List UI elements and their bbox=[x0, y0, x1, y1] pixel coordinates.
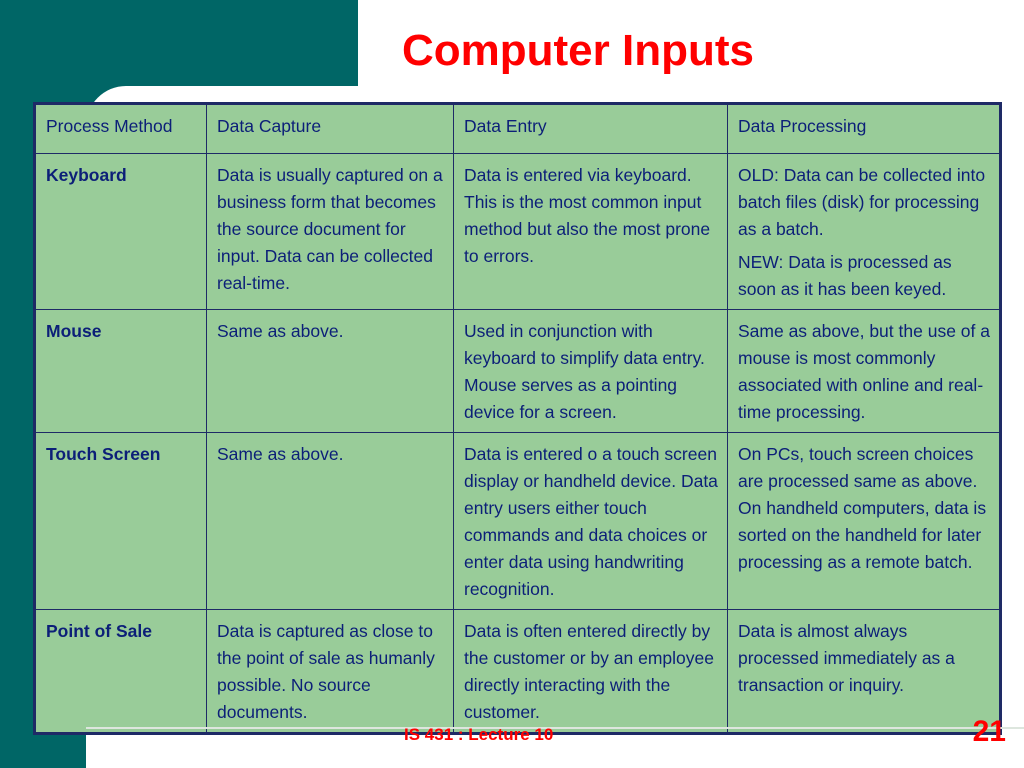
header-data-entry: Data Entry bbox=[454, 104, 728, 154]
processing-cell: On PCs, touch screen choices are processed same as above. On handheld computers, data is sorted on the handheld for later processing as a remote batch. bbox=[728, 433, 1001, 610]
header-data-processing: Data Processing bbox=[728, 104, 1001, 154]
table-row-touch-screen bbox=[35, 433, 1001, 610]
method-cell: Point of Sale bbox=[35, 610, 207, 734]
capture-cell: Same as above. bbox=[207, 433, 454, 610]
processing-old-text: OLD: Data can be collected into batch files (disk) for processing as a batch. bbox=[738, 165, 986, 239]
entry-cell: Data is entered o a touch screen display or handheld device. Data entry users either touch commands and data choices or enter data using handwriting recognition. bbox=[454, 433, 728, 610]
footer-divider bbox=[86, 727, 1024, 729]
processing-cell: Same as above, but the use of a mouse is most commonly associated with online and real-time processing. bbox=[728, 310, 1001, 433]
slide-number: 21 bbox=[972, 715, 1006, 748]
method-cell: Touch Screen bbox=[35, 433, 207, 610]
table-row-point-of-sale bbox=[35, 610, 1001, 734]
slide-title: Computer Inputs bbox=[402, 26, 754, 75]
processing-cell bbox=[728, 154, 1001, 310]
entry-cell: Data is entered via keyboard. This is the most common input method but also the most prone to errors. bbox=[454, 154, 728, 310]
method-cell: Mouse bbox=[35, 310, 207, 433]
processing-new-text: NEW: Data is processed as soon as it has been keyed. bbox=[738, 252, 952, 299]
table-header-row bbox=[35, 104, 1001, 154]
capture-cell: Data is captured as close to the point of sale as humanly possible. No source documents. bbox=[207, 610, 454, 734]
method-cell: Keyboard bbox=[35, 154, 207, 310]
processing-cell: Data is almost always processed immediately as a transaction or inquiry. bbox=[728, 610, 1001, 734]
header-data-capture: Data Capture bbox=[207, 104, 454, 154]
entry-cell: Data is often entered directly by the customer or by an employee directly interacting with the customer. bbox=[454, 610, 728, 734]
computer-inputs-table bbox=[33, 102, 1002, 735]
table-row-mouse bbox=[35, 310, 1001, 433]
table-row-keyboard bbox=[35, 154, 1001, 310]
header-process-method: Process Method bbox=[35, 104, 207, 154]
capture-cell: Same as above. bbox=[207, 310, 454, 433]
lecture-footer: IS 431 : Lecture 10 bbox=[404, 725, 554, 744]
capture-cell: Data is usually captured on a business form that becomes the source document for input. Data can be collected real-time. bbox=[207, 154, 454, 310]
entry-cell: Used in conjunction with keyboard to simplify data entry. Mouse serves as a pointing device for a screen. bbox=[454, 310, 728, 433]
